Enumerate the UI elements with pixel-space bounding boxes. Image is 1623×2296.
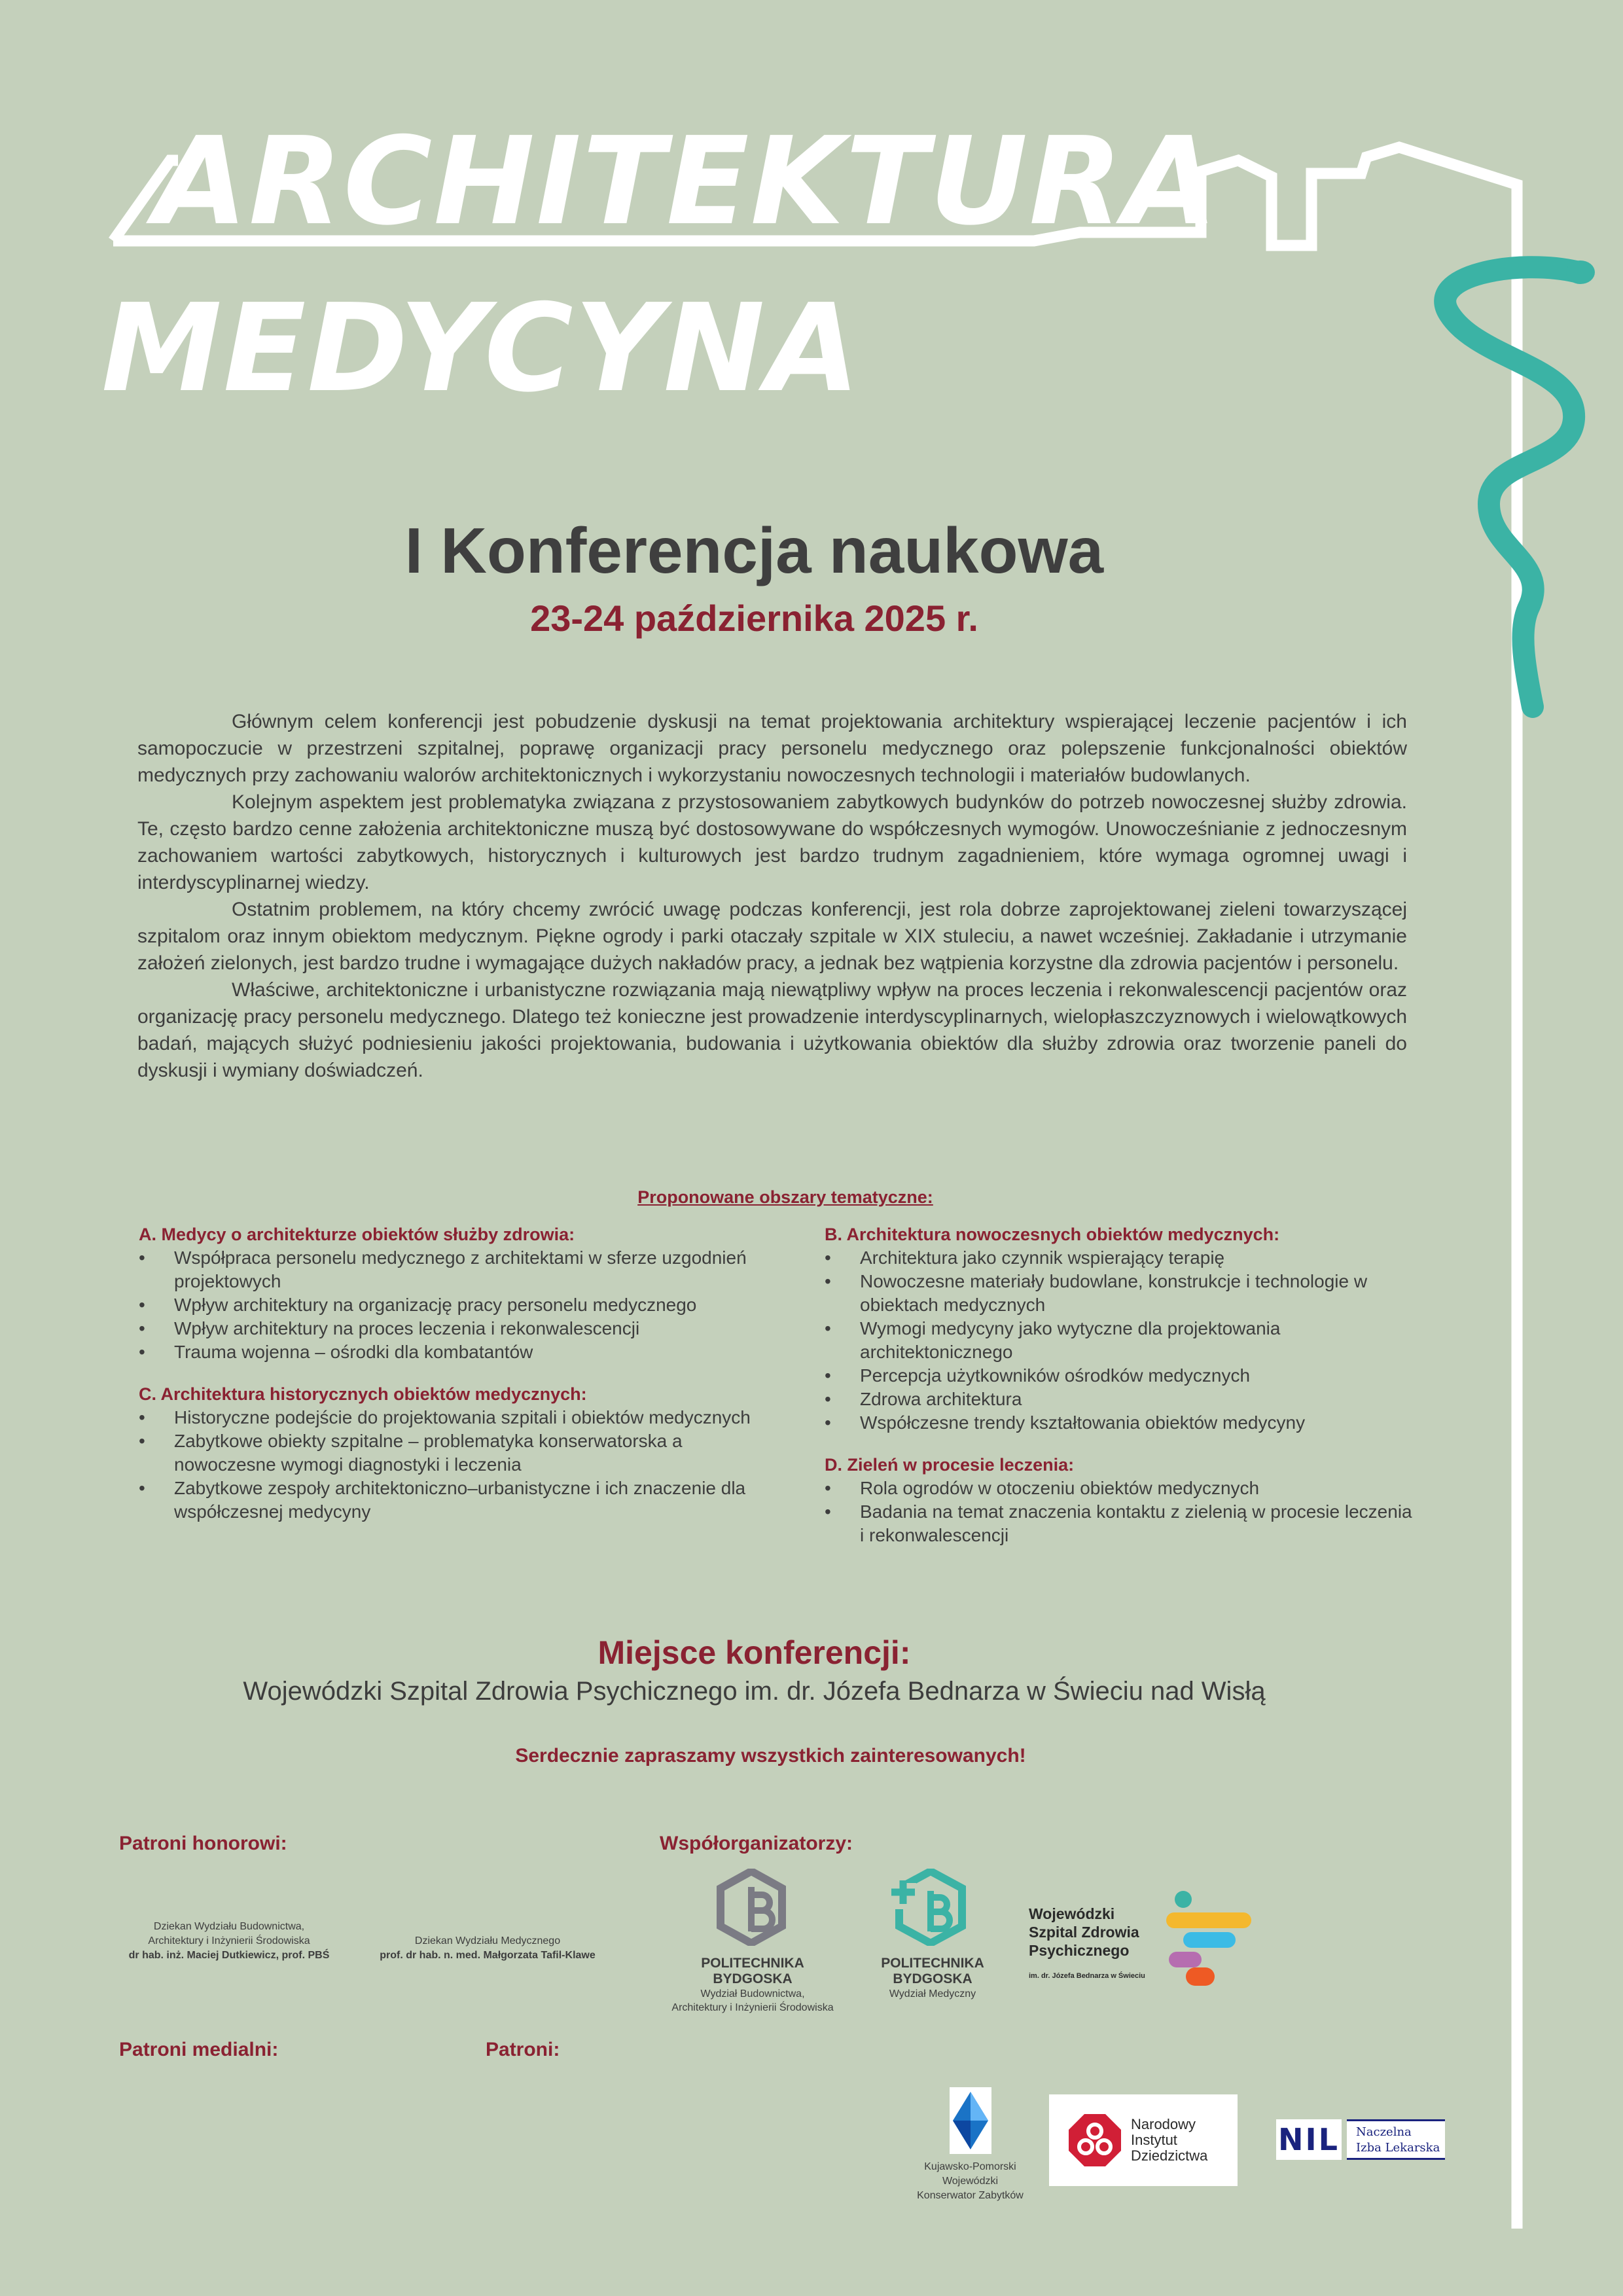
list-item: • Zdrowa architektura (860, 1388, 1414, 1411)
nid-logo (1049, 2094, 1238, 2186)
list-item: • Rola ogrodów w otoczeniu obiektów medycznych (860, 1477, 1414, 1500)
honorary-patron-1 (111, 1920, 347, 1963)
patron-title: Architektury i Inżynierii Środowiska (148, 1935, 310, 1946)
area-heading-b: B. Architektura nowoczesnych obiektów medycznych: (825, 1225, 1280, 1244)
snake-icon (1445, 267, 1576, 707)
nil-name-line: Naczelna (1356, 2125, 1412, 2139)
intro-paragraph: Głównym celem konferencji jest pobudzenie dyskusji na temat projektowania architektury wspierającej leczenie pacjentów i ich samopoczucie w przestrzeni szpitalnej, poprawę organizacji pracy personelu medycznego oraz polepszenie funkcjonalności obiektów medycznych przy zachowaniu walorów architektonicznych i wykorzystaniu nowoczesnych technologii i materiałów budowlanych. (137, 711, 1407, 786)
intro-paragraph: Ostatnim problemem, na który chcemy zwrócić uwagę podczas konferencji, jest rola dobrze zaprojektowanej zieleni towarzyszącej szpitalom oraz innym obiektom medycznym. Piękne ogrody i parki otaczały szpitale w XIX stuleciu, a nawet wcześniej. Zakładanie i utrzymanie założeń zielonych, jest bardzo trudne i wymagające dużych nakładów pracy, a jednak bez wątpienia korzystne dla zdrowia pacjentów i personelu. (137, 899, 1407, 974)
list-item: • Nowoczesne materiały budowlane, konstrukcje i technologie w obiektach medycznych (860, 1270, 1414, 1317)
nid-name (1131, 2117, 1207, 2164)
pb-building-logo-icon (715, 1869, 787, 1946)
venue-text: Wojewódzki Szpital Zdrowia Psychicznego im. dr. Józefa Bednarza w Świeciu nad Wisłą (243, 1677, 1266, 1706)
page-title: I Konferencja naukowa (404, 514, 1104, 586)
media-patrons-heading: Patroni medialni: (119, 2039, 279, 2060)
list-item: • Wpływ architektury na organizację pracy personelu medycznego (174, 1293, 780, 1317)
org-sub: Wydział Budownictwa, (700, 1988, 805, 2000)
hospital-name-line: Wojewódzki (1029, 1905, 1115, 1922)
list-item: • Wpływ architektury na proces leczenia i rekonwalescencji (174, 1317, 780, 1340)
patrons-heading: Patroni: (486, 2039, 560, 2060)
nid-name-line: Instytut (1131, 2132, 1177, 2148)
list-item: • Współpraca personelu medycznego z architektami w sferze uzgodnień projektowych (174, 1246, 780, 1293)
hospital-name-line: Szpital Zdrowia (1029, 1924, 1139, 1941)
patron-line: Wojewódzki (942, 2176, 999, 2187)
patron-line: Konserwator Zabytków (917, 2190, 1024, 2201)
patron-line: Kujawsko-Pomorski (924, 2161, 1016, 2172)
intro-text (137, 708, 1407, 1084)
list-item: • Zabytkowe obiekty szpitalne – problematyka konserwatorska a nowoczesne wymogi diagnostyki i leczenia (174, 1429, 780, 1477)
kp-label (890, 2160, 1050, 2203)
list-item: • Architektura jako czynnik wspierający terapię (860, 1246, 1414, 1270)
area-heading-c: C. Architektura historycznych obiektów medycznych: (139, 1384, 587, 1404)
nil-name (1347, 2119, 1445, 2160)
pb-building-label (648, 1956, 857, 2015)
area-heading-d: D. Zieleń w procesie leczenia: (825, 1455, 1075, 1475)
nil-abbr: NIL (1276, 2119, 1342, 2160)
org-sub: Architektury i Inżynierii Środowiska (671, 2002, 834, 2013)
invitation-text: Serdecznie zapraszamy wszystkich zainteresowanych! (515, 1745, 1026, 1767)
area-heading-a: A. Medycy o architekturze obiektów służby zdrowia: (139, 1225, 575, 1244)
hospital-logo-text (1029, 1905, 1186, 1981)
intro-paragraph: Właściwe, architektoniczne i urbanistyczne rozwiązania mają niewątpliwy wpływ na proces leczenia i rekonwalescencji pacjentów oraz organizację pracy personelu medycznego. Dlatego też konieczne jest prowadzenie interdyscyplinarnych, wielopłaszczyznowych i wielowątkowych badań, mających służyć podniesieniu jakości projektowania, budowania i użytkowania obiektów dla służby zdrowia oraz tworzenie paneli do dyskusji i wymiany doświadczeń. (137, 979, 1407, 1081)
coorganizers-heading: Współorganizatorzy: (660, 1833, 853, 1854)
kp-crest-icon (949, 2087, 992, 2155)
hospital-sub: im. dr. Józefa Bednarza w Świeciu (1029, 1972, 1145, 1980)
areas-title: Proponowane obszary tematyczne: (637, 1187, 933, 1207)
nil-name-line: Izba Lekarska (1356, 2141, 1440, 2155)
nid-emblem-icon (1067, 2113, 1122, 2168)
area-list-b (825, 1246, 1414, 1435)
patron-title: Dziekan Wydziału Budownictwa, (153, 1921, 305, 1932)
org-name: BYDGOSKA (713, 1971, 793, 1986)
area-list-c (139, 1406, 780, 1524)
list-item: • Badania na temat znaczenia kontaktu z zielenią w procesie leczenia i rekonwalescencji (860, 1500, 1414, 1547)
list-item: • Historyczne podejście do projektowania szpitali i obiektów medycznych (174, 1406, 780, 1429)
venue-heading: Miejsce konferencji: (597, 1634, 911, 1671)
areas-column-right (825, 1223, 1414, 1566)
list-item: • Percepcja użytkowników ośrodków medycznych (860, 1364, 1414, 1388)
area-list-a (139, 1246, 780, 1364)
pb-medical-logo-icon (890, 1869, 969, 1946)
nid-name-line: Narodowy (1131, 2116, 1196, 2132)
pb-medical-label (851, 1956, 1014, 2001)
conference-dates: 23-24 października 2025 r. (530, 598, 978, 639)
patron-name: prof. dr hab. n. med. Małgorzata Tafil-Klawe (380, 1950, 596, 1961)
nil-logo (1276, 2111, 1445, 2168)
logo-medycyna: MEDYCYNA (101, 278, 861, 419)
org-name: BYDGOSKA (893, 1971, 972, 1986)
area-list-d (825, 1477, 1414, 1547)
hospital-name-line: Psychicznego (1029, 1942, 1130, 1959)
patron-name: dr hab. inż. Maciej Dutkiewicz, prof. PBŚ (128, 1950, 330, 1961)
logo-architektura: ARCHITEKTURA (154, 111, 1219, 252)
areas-column-left (139, 1223, 780, 1542)
list-item: • Wymogi medycyny jako wytyczne dla projektowania architektonicznego (860, 1317, 1414, 1364)
org-name: POLITECHNIKA (881, 1956, 984, 1971)
list-item: • Zabytkowe zespoły architektoniczno–urbanistyczne i ich znaczenie dla współczesnej medycyny (174, 1477, 780, 1524)
patron-title: Dziekan Wydziału Medycznego (414, 1935, 561, 1946)
hospital-logo-icon (1164, 1890, 1255, 1988)
list-item: • Współczesne trendy kształtowania obiektów medycyny (860, 1411, 1414, 1435)
org-sub: Wydział Medyczny (889, 1988, 976, 2000)
org-name: POLITECHNIKA (701, 1956, 804, 1971)
list-item: • Trauma wojenna – ośrodki dla kombatantów (174, 1340, 780, 1364)
snake-head (1566, 260, 1595, 284)
nid-name-line: Dziedzictwa (1131, 2147, 1208, 2164)
honorary-patrons-heading: Patroni honorowi: (119, 1833, 287, 1854)
intro-paragraph: Kolejnym aspektem jest problematyka związana z przystosowaniem zabytkowych budynków do potrzeb nowoczesnej służby zdrowia. Te, często bardzo cenne założenia architektoniczne muszą być dostosowywane do współczesnych wymogów. Unowocześnianie z jednoczesnym zachowaniem wartości zabytkowych, historycznych i kulturowych jest bardzo trudnym zagadnieniem, które wymaga ogromnej uwagi i interdyscyplinarnej wiedzy. (137, 791, 1407, 893)
honorary-patron-2 (353, 1934, 622, 1963)
